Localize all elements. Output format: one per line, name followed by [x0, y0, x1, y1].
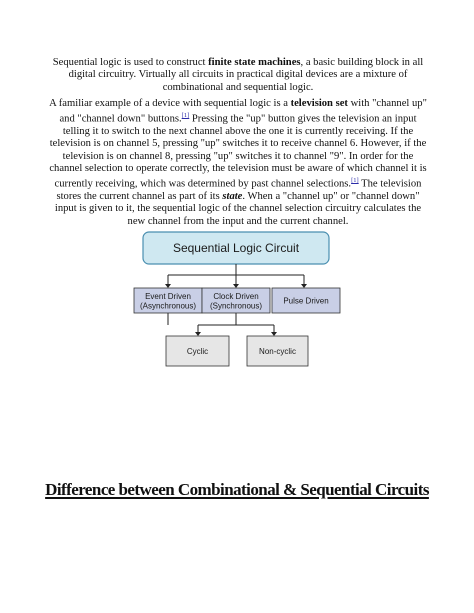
event-driven-sublabel: (Asynchronous)	[139, 301, 197, 311]
citation-link[interactable]: [1]	[351, 177, 359, 185]
noncyclic-label: Non-cyclic	[259, 347, 296, 356]
section-heading-text: Difference between Combinational & Sequential Circuits	[45, 480, 429, 499]
tv-example-text: A familiar example of a device with sequential logic is a	[49, 98, 291, 109]
state-term: state	[222, 191, 243, 203]
root-label: Sequential Logic Circuit	[172, 241, 300, 255]
tv-example-text: . When a "channel up" or "channel down" input is given to it, the sequential logic of the channel selection circuitry calculates the new channel from the input and the current channel.	[54, 191, 422, 227]
section-heading	[0, 480, 474, 500]
event-driven-label: Event Driven	[145, 292, 191, 301]
finite-state-machines-term: finite state machines	[208, 57, 301, 68]
television-set-term: television set	[290, 98, 348, 109]
clock-driven-sublabel: (Synchronous)	[209, 301, 263, 311]
tv-example-text: Pressing the "up" button gives the television an input telling it to switch to the next channel above the one it is currently receiving. If the television is on channel 5, pressing "up" switches it to receive channel 6. However, if the television is on channel 8, pressing "up" switches it to channel "9". In order for the channel selection to operate correctly, the television must be aware of which channel it is currently receiving, which was determined by past channel selections.	[49, 113, 427, 190]
tv-example-text: with "channel up" and "channel down" buttons.	[59, 98, 427, 125]
citation-link[interactable]: [1]	[181, 112, 190, 120]
cyclic-label: Cyclic	[186, 347, 209, 356]
pulse-driven-label: Pulse Driven	[283, 296, 329, 306]
intro-text-rest: , a basic building block in all digital circuitry. Virtually all circuits in practical digital devices are a mixture of combinational and sequential logic.	[68, 57, 424, 93]
clock-driven-label: Clock Driven	[213, 292, 259, 301]
tv-example-text: The television stores the current channel as part of its	[56, 178, 422, 203]
intro-text: Sequential logic is used to construct	[52, 57, 209, 68]
